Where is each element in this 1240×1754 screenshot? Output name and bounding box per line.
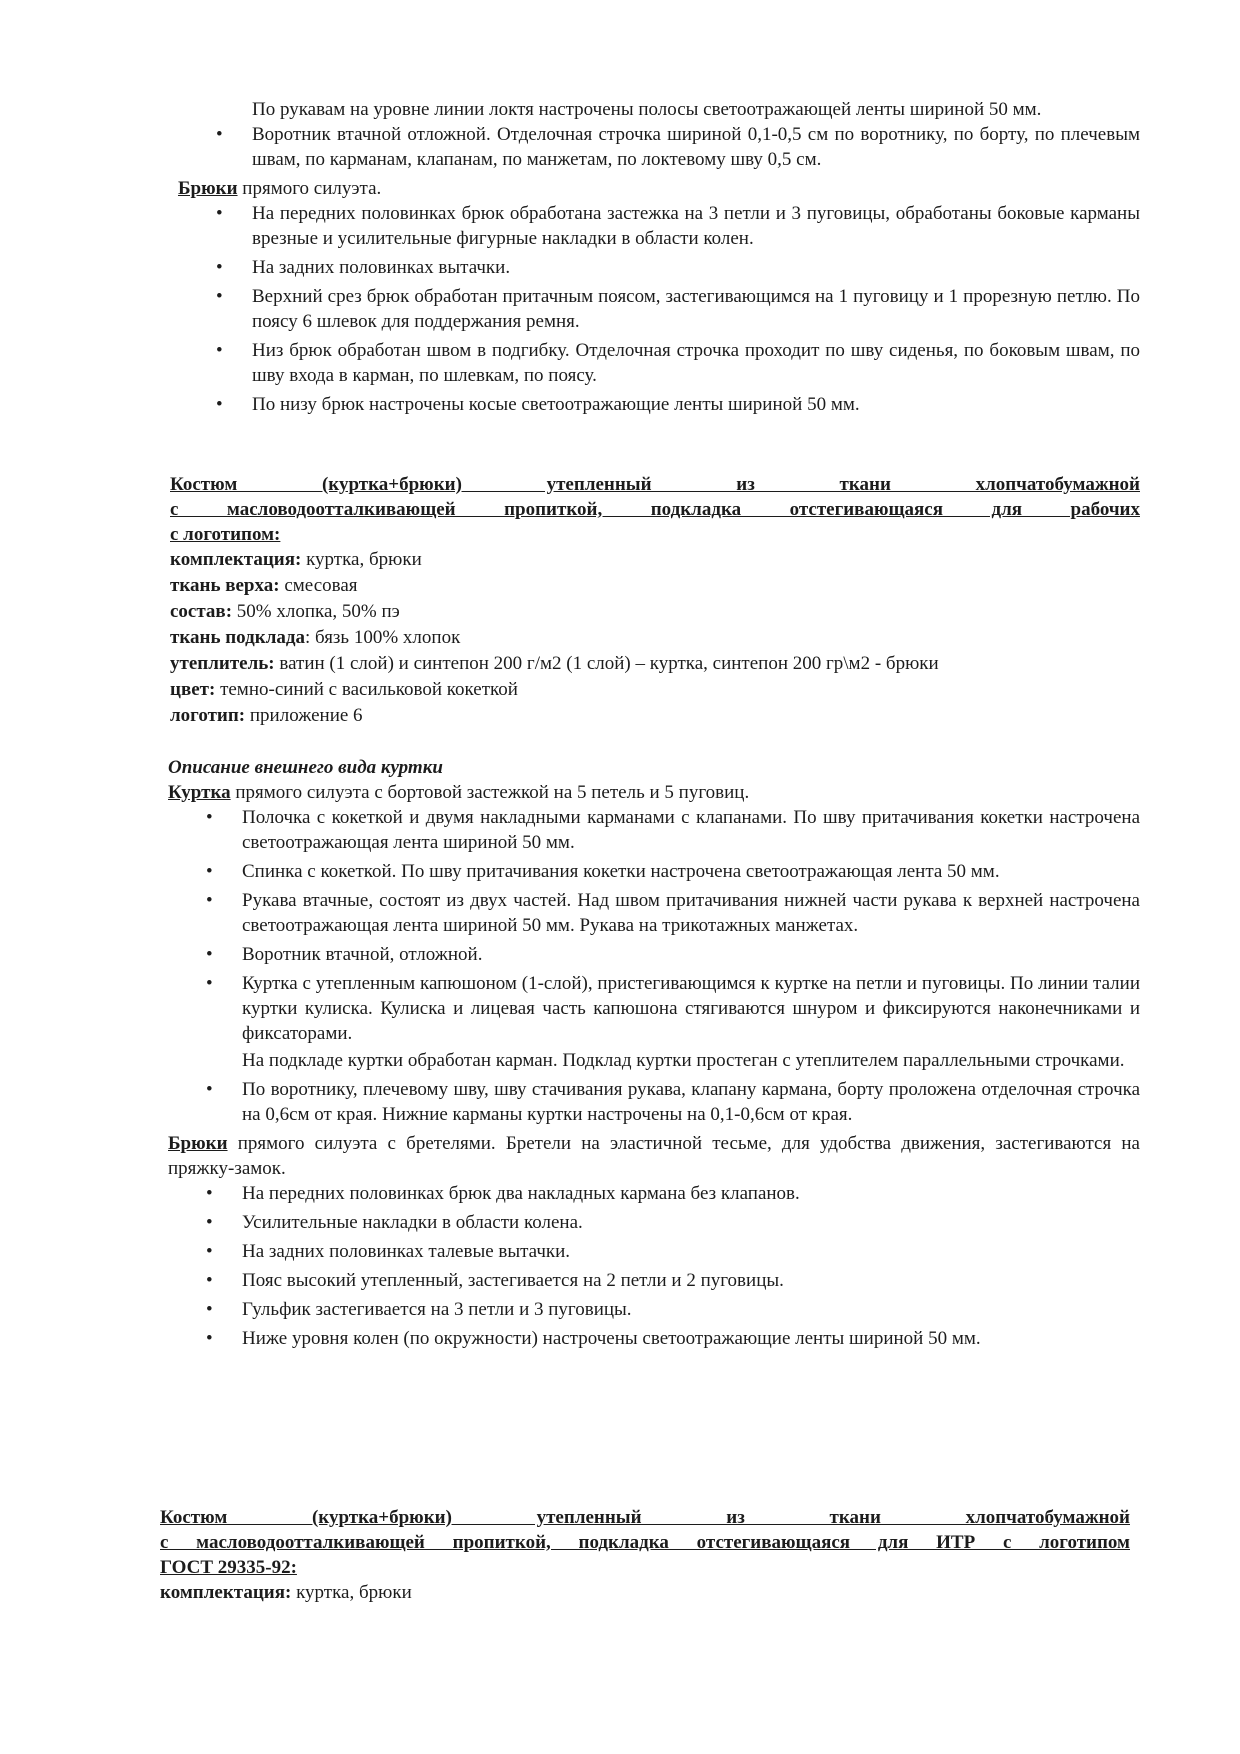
bullet: • [206, 1183, 213, 1204]
list-item [170, 392, 1140, 417]
section-itr-suit [160, 1505, 1130, 1606]
trousers-intro-text: прямого силуэта. [237, 178, 382, 199]
list-item [170, 255, 1140, 280]
bullet: • [216, 340, 223, 361]
bullet: • [206, 890, 213, 911]
bullet: • [216, 286, 223, 307]
bullet: • [206, 1241, 213, 1262]
list-item-text: По воротнику, плечевому шву, шву стачивания рукава, клапану кармана, борту проложена отделочная строчка на 0,6см от края. Нижние карманы куртки настрочены на 0,1-0,6см от края. [242, 1079, 1140, 1125]
list-item-text: Верхний срез брюк обработан притачным поясом, застегивающимся на 1 пуговицу и 1 прорезную петлю. По поясу 6 шлевок для поддержания ремня. [252, 286, 1140, 332]
spec-row [160, 1580, 1130, 1605]
spec-value: : бязь 100% хлопок [304, 627, 461, 648]
section-heading-line: с логотипом: [170, 524, 281, 545]
spec-label: состав: [170, 601, 233, 622]
list-item-text: Воротник втачной, отложной. [242, 944, 483, 965]
spec-row [170, 703, 1140, 728]
spec-row [170, 573, 1140, 598]
list-item [168, 859, 1140, 884]
section-heading-line: Костюм (куртка+брюки) утепленный из ткани хлопчатобумажной [170, 474, 1140, 495]
spec-row [170, 651, 1140, 676]
spec-row [170, 599, 1140, 624]
spec-label: логотип: [170, 705, 246, 726]
section-jacket-description [168, 755, 1140, 1355]
section-heading-line: с масловодоотталкивающей пропиткой, подкладка отстегивающаяся для ИТР с логотипом [160, 1532, 1130, 1553]
list-item [168, 1210, 1140, 1235]
bullet: • [216, 124, 223, 145]
list-item-text: Воротник втачной отложной. Отделочная строчка шириной 0,1-0,5 см по воротнику, по борту, по плечевым швам, по карманам, клапанам, по манжетам, по локтевому шву 0,5 см. [252, 124, 1140, 170]
spec-value: куртка, брюки [301, 549, 422, 570]
section-workers-suit [170, 472, 1140, 729]
list-item [170, 122, 1140, 172]
trousers-label: Брюки [178, 178, 238, 199]
list-item [170, 284, 1140, 334]
sleeve-reflective-paragraph: По рукавам на уровне линии локтя настрочены полосы светоотражающей ленты шириной 50 мм. [252, 99, 1042, 120]
bullet: • [206, 1212, 213, 1233]
section-prev-continuation [170, 97, 1140, 421]
bullet: • [206, 944, 213, 965]
list-item [168, 971, 1140, 1073]
list-item-text: Полочка с кокеткой и двумя накладными карманами с клапанами. По шву притачивания кокетки настрочена светоотражающая лента шириной 50 мм. [242, 807, 1140, 853]
spec-value: смесовая [279, 575, 358, 596]
list-item-text: Усилительные накладки в области колена. [242, 1212, 583, 1233]
list-item-text: По низу брюк настрочены косые светоотражающие ленты шириной 50 мм. [252, 394, 860, 415]
bullet: • [206, 1328, 213, 1349]
bullet: • [206, 1270, 213, 1291]
bullet: • [206, 1299, 213, 1320]
list-item-text: Рукава втачные, состоят из двух частей. Над швом притачивания нижней части рукава к верхней настрочена светоотражающая лента шириной 50 мм. Рукава на трикотажных манжетах. [242, 890, 1140, 936]
jacket-intro-text: прямого силуэта с бортовой застежкой на 5 петель и 5 пуговиц. [230, 782, 750, 803]
list-item [168, 805, 1140, 855]
bullet: • [216, 203, 223, 224]
list-item [170, 201, 1140, 251]
list-item-text: Гульфик застегивается на 3 петли и 3 пуговицы. [242, 1299, 632, 1320]
list-item-text: Пояс высокий утепленный, застегивается на 2 петли и 2 пуговицы. [242, 1270, 784, 1291]
bullet: • [216, 257, 223, 278]
spec-value: куртка, брюки [291, 1582, 412, 1603]
bullet: • [216, 394, 223, 415]
bullet: • [206, 861, 213, 882]
section-heading-line: Костюм (куртка+брюки) утепленный из ткани хлопчатобумажной [160, 1507, 1130, 1528]
list-item-text: На передних половинках брюк обработана застежка на 3 петли и 3 пуговицы, обработаны боковые карманы врезные и усилительные фигурные накладки в области колен. [252, 203, 1140, 249]
list-item-text: На задних половинках талевые вытачки. [242, 1241, 571, 1262]
list-item [170, 338, 1140, 388]
spec-value: ватин (1 слой) и синтепон 200 г/м2 (1 слой) – куртка, синтепон 200 гр\м2 - брюки [274, 653, 939, 674]
section-title: Описание внешнего вида куртки [168, 757, 443, 778]
list-item [168, 1077, 1140, 1127]
jacket-label: Куртка [168, 782, 231, 803]
trousers-intro [178, 176, 1140, 201]
spec-label: ткань верха: [170, 575, 280, 596]
lining-paragraph: На подкладе куртки обработан карман. Подклад куртки простеган с утеплителем параллельными строчками. [242, 1050, 1125, 1071]
spec-label: утеплитель: [170, 653, 275, 674]
bullet: • [206, 973, 213, 994]
trousers-intro [168, 1131, 1140, 1181]
section-heading-line: ГОСТ 29335-92: [160, 1557, 297, 1578]
trousers-intro-text: прямого силуэта с бретелями. Бретели на эластичной тесьме, для удобства движения, застегиваются на пряжку-замок. [168, 1133, 1140, 1179]
list-item [168, 1181, 1140, 1206]
spec-row [170, 677, 1140, 702]
spec-value: темно-синий с васильковой кокеткой [215, 679, 518, 700]
list-item-text: На задних половинках вытачки. [252, 257, 511, 278]
jacket-list [168, 805, 1140, 1127]
list-item [168, 1297, 1140, 1322]
list-item [168, 942, 1140, 967]
spec-row [170, 547, 1140, 572]
list-item-text: Спинка с кокеткой. По шву притачивания кокетки настрочена светоотражающая лента 50 мм. [242, 861, 1000, 882]
list-item-text: На передних половинках брюк два накладных кармана без клапанов. [242, 1183, 800, 1204]
bullet: • [206, 1079, 213, 1100]
bullet: • [206, 807, 213, 828]
trousers-list [168, 1181, 1140, 1351]
spec-label: комплектация: [160, 1582, 292, 1603]
collar-list [170, 122, 1140, 172]
spec-label: цвет: [170, 679, 216, 700]
spec-value: 50% хлопка, 50% пэ [232, 601, 400, 622]
list-item [168, 1268, 1140, 1293]
jacket-intro [168, 780, 1140, 805]
list-item-text: Ниже уровня колен (по окружности) настрочены светоотражающие ленты шириной 50 мм. [242, 1328, 981, 1349]
spec-value: приложение 6 [245, 705, 363, 726]
list-item-text: Низ брюк обработан швом в подгибку. Отделочная строчка проходит по шву сиденья, по боковым швам, по шву входа в карман, по шлевкам, по поясу. [252, 340, 1140, 386]
list-item [168, 1326, 1140, 1351]
spec-label: ткань подклада [170, 627, 305, 648]
list-item [168, 1239, 1140, 1264]
spec-list [170, 547, 1140, 728]
section-heading-line: с масловодоотталкивающей пропиткой, подкладка отстегивающаяся для рабочих [170, 499, 1140, 520]
list-item [168, 888, 1140, 938]
list-item-text: Куртка с утепленным капюшоном (1-слой), пристегивающимся к куртке на петли и пуговицы. По линии талии куртки кулиска. Кулиска и лицевая часть капюшона стягиваются шнуром и фиксируются наконечниками и фиксаторами. [242, 973, 1140, 1044]
spec-row [170, 625, 1140, 650]
trousers-label: Брюки [168, 1133, 228, 1154]
spec-label: комплектация: [170, 549, 302, 570]
trousers-list [170, 201, 1140, 417]
